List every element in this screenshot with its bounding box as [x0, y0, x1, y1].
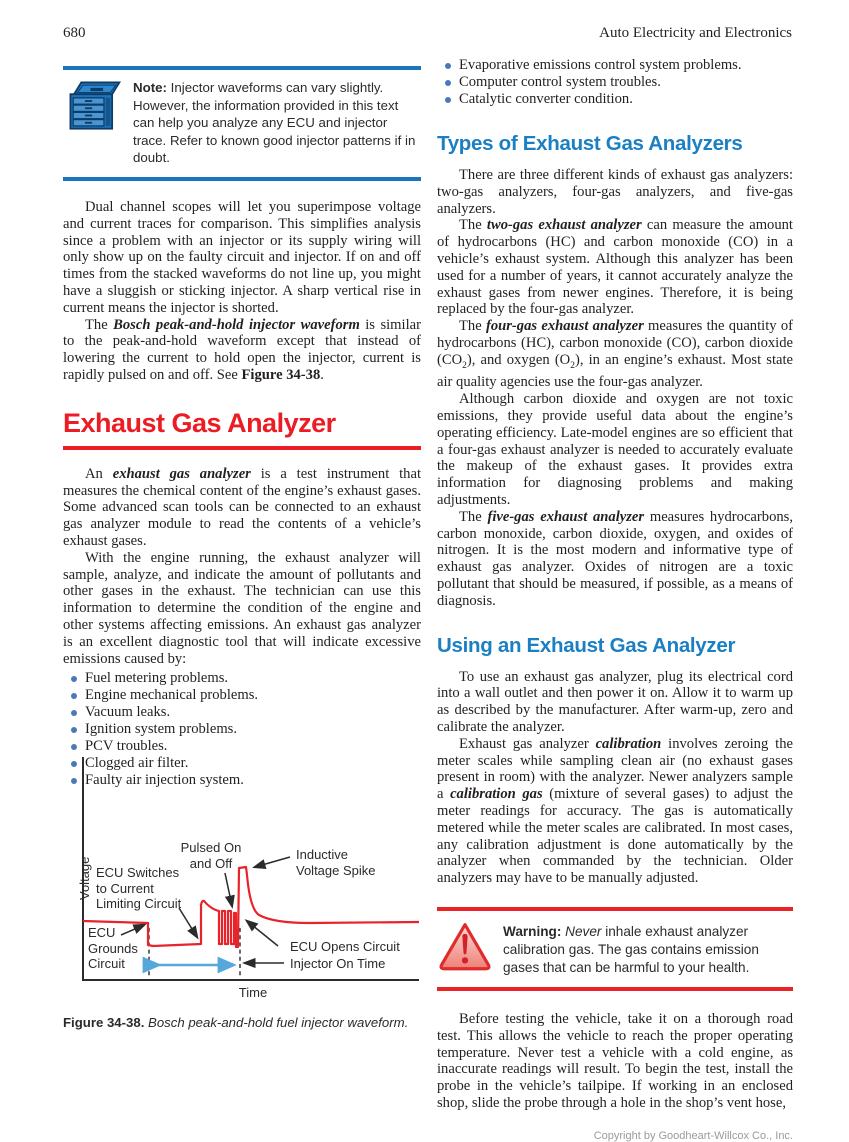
list-item: Catalytic converter condition.: [437, 91, 793, 108]
paragraph: Dual channel scopes will let you superimpose voltage and current traces for comparison. This simplifies analysis since a problem with an injector or its supply wiring will only show up on the faulty circuit and injector. If on and off times from the stacked waveforms do not line up, you might have a sluggish or sticking injector. A sharp vertical rise in current means the injector is shorted.: [63, 198, 421, 316]
x-axis-label: Time: [238, 985, 268, 1000]
label-ecu-switches: ECU Switches to Current Limiting Circuit: [96, 865, 182, 911]
note-text: Note: Injector waveforms can vary slightly. However, the information provided in this text can help you analyze any ECU and injector trace. Refer to known good injector patterns if in doubt.: [133, 80, 420, 166]
paragraph: There are three different kinds of exhaust gas analyzers: two-gas analyzers, four-gas analyzers, and five-gas analyzers.: [437, 167, 793, 217]
paragraph: The two-gas exhaust analyzer can measure the amount of hydrocarbons (HC) and carbon monoxide (CO) in a vehicle’s exhaust system. Although this analyzer has been used for a number of years, it cannot accurately analyze the exhaust gases from newer engines. Therefore, it is being replaced by the four-gas analyzer.: [437, 217, 793, 318]
running-head: Auto Electricity and Electronics: [599, 25, 792, 41]
waveform-diagram: [63, 755, 421, 1005]
figure-caption: Figure 34-38. Bosch peak-and-hold fuel injector waveform.: [63, 1015, 409, 1030]
list-item: Fuel metering problems.: [63, 670, 421, 687]
arrow-opens: [247, 921, 278, 946]
subheading-types: Types of Exhaust Gas Analyzers: [437, 132, 743, 155]
warning-box: [437, 907, 793, 991]
paragraph: The four-gas exhaust analyzer measures the quantity of hydrocarbons (HC), carbon monoxide (CO), carbon dioxide $(CO_2)$, and oxygen $(O_2)$, in an engine’s exhaust. Most state air quality agencies use the four-gas analyzer.: [437, 318, 794, 391]
label-inductive-spike: Inductive Voltage Spike: [296, 847, 376, 878]
paragraph: An exhaust gas analyzer is a test instrument that measures the chemical content of the engine’s exhaust gases. Some advanced scan tools can be connected to an exhaust gas analyzer module to read the contents of a vehicle’s exhaust gases.: [63, 465, 421, 549]
list-item: Ignition system problems.: [63, 721, 421, 738]
list-item: Vacuum leaks.: [63, 704, 421, 721]
paragraph: Before testing the vehicle, take it on a thorough road test. This allows the vehicle to reach the proper operating temperature. Never test a vehicle with a cold engine, as inaccurate readings will result. To begin the test, install the probe in the vehicle’s tailpipe. If working in an enclosed shop, slide the probe through a hole in the shop’s vent hose,: [437, 1010, 793, 1111]
arrow-current-limiting: [179, 908, 197, 937]
paragraph: To use an exhaust gas analyzer, plug its electrical cord into a wall outlet and then power it on. Allow it to warm up as described by the manufacturer. After warm-up, zero and calibrate the analyzer.: [437, 668, 793, 736]
list-item: Faulty air injection system.: [63, 772, 421, 789]
figure-34-38: [63, 755, 421, 1030]
label-ecu-opens: ECU Opens Circuit: [290, 939, 400, 954]
paragraph: Although carbon dioxide and oxygen are not toxic emissions, they provide useful data about the engine’s operating efficiency. Late-model engines are so efficient that a four-gas exhaust analyzer is needed to accurately evaluate the makeup of the exhaust gases. It provides extra information for diagnosing problems and making adjustments.: [437, 391, 793, 509]
subheading-using: Using an Exhaust Gas Analyzer: [437, 633, 736, 657]
paragraph: Exhaust gas analyzer calibration involves zeroing the meter scales while sampling clean air (no exhaust gases present in room) with the analyzer. Newer analyzers sample a calibration gas (mixture of several gases) to adjust the meter readings for accuracy. The gas is automatically metered while the meter scales are calibrated. In most cases, any calibration adjustment is done automatically by the analyzer when commanded by the technician. Older analyzers may have to be manually adjusted.: [437, 735, 793, 887]
arrow-pulsed: [225, 873, 232, 906]
arrow-inductive: [255, 857, 290, 867]
note-box: [63, 66, 421, 181]
section-heading: Exhaust Gas Analyzer: [63, 408, 421, 450]
list-item: Evaporative emissions control system problems.: [437, 57, 793, 74]
right-column: [437, 57, 793, 1142]
label-ecu-grounds: ECU Grounds Circuit: [88, 925, 138, 971]
label-pulsed-on-off: Pulsed On and Off: [180, 840, 242, 871]
page-header: [63, 25, 792, 42]
y-axis-label: Voltage: [77, 856, 92, 900]
warning-text: Warning: Never inhale exhaust analyzer calibration gas. The gas contains emission gases that can be harmful to your health.: [503, 923, 763, 975]
list-item: Clogged air filter.: [63, 755, 421, 772]
copyright-line: Copyright by Goodheart-Willcox Co., Inc.: [593, 1129, 793, 1142]
label-injector-on-time: Injector On Time: [290, 956, 386, 971]
problems-list: [437, 57, 793, 108]
left-column: [63, 66, 421, 1030]
toolbox-icon: [65, 79, 123, 138]
list-item: PCV troubles.: [63, 738, 421, 755]
list-item: Engine mechanical problems.: [63, 687, 421, 704]
warning-triangle-icon: [439, 921, 491, 976]
list-item: Computer control system troubles.: [437, 74, 793, 91]
paragraph: The five-gas exhaust analyzer measures hydrocarbons, carbon monoxide, carbon dioxide, oxygen, and oxides of nitrogen. It is the most modern and informative type of exhaust gas analyzer. Oxides of nitrogen are a toxic pollutant that should be measured, if possible, as a means of diagnosis.: [437, 508, 793, 609]
paragraph: With the engine running, the exhaust analyzer will sample, analyze, and indicate the amount of pollutants and other gases in the exhaust. The technician can use this information to determine the condition of the engine and other systems affecting emissions. An exhaust gas analyzer is an excellent diagnostic tool that will indicate excessive emissions caused by:: [63, 549, 421, 667]
page-number: 680: [63, 25, 86, 41]
paragraph: The Bosch peak-and-hold injector waveform is similar to the peak-and-hold waveform except that instead of lowering the current to hold open the injector, current is rapidly pulsed on and off. See Figure 34-38.: [63, 316, 421, 383]
